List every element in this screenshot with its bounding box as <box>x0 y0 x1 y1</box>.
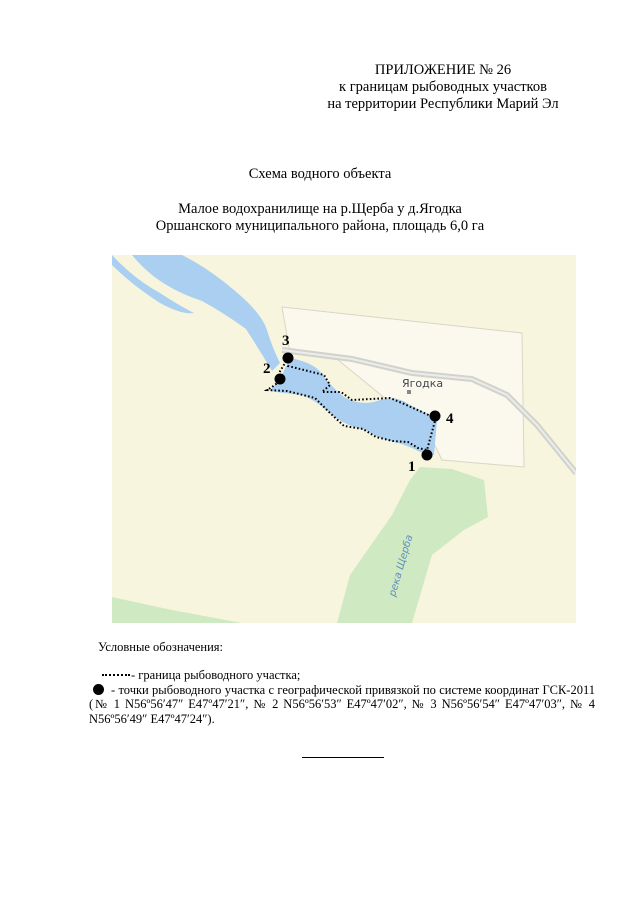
object-name: Малое водохранилище на р.Щерба у д.Ягодка <box>178 201 462 217</box>
legend-title: Условные обозначения: <box>98 640 224 654</box>
village-label: Ягодка <box>402 377 444 390</box>
legend-points-text: - точки рыбоводного участка с географической привязкой по системе координат ГСК-2011 (№ 1 N56º56′47″ E47º47′21″, № 2 N56º56′53″ E47º47′02″, № 3 N56º56′54″ E47º47′03″, № 4 N56º56′49″ E47º47′24″). <box>89 682 595 726</box>
appendix-number: ПРИЛОЖЕНИЕ № 26 <box>374 62 512 78</box>
appendix-header <box>293 62 593 113</box>
point-label-1: 1 <box>408 459 416 475</box>
village-marker <box>407 390 411 394</box>
river-label: река Щерба <box>387 533 416 598</box>
separator-line <box>302 757 384 758</box>
legend-boundary-text: - граница рыбоводного участка; <box>131 668 301 682</box>
boundary-point-1 <box>422 450 433 461</box>
legend-boundary-item <box>89 668 595 683</box>
legend-points-item <box>89 683 595 727</box>
black-dot-icon <box>93 684 104 695</box>
appendix-subtitle: к границам рыбоводных участков <box>339 79 547 95</box>
object-location: Оршанского муниципального района, площадь 6,0 га <box>155 218 485 234</box>
point-label-3: 3 <box>282 333 290 349</box>
dotted-line-icon <box>102 674 130 676</box>
water-body-map <box>112 255 576 623</box>
legend <box>89 668 595 726</box>
boundary-point-4 <box>430 411 441 422</box>
point-label-4: 4 <box>446 411 454 427</box>
boundary-point-3 <box>283 353 294 364</box>
point-label-2: 2 <box>263 361 271 377</box>
page-title: Схема водного объекта <box>248 166 392 182</box>
boundary-point-2 <box>275 374 286 385</box>
appendix-region: на территории Республики Марий Эл <box>327 96 559 112</box>
object-description <box>0 201 640 235</box>
